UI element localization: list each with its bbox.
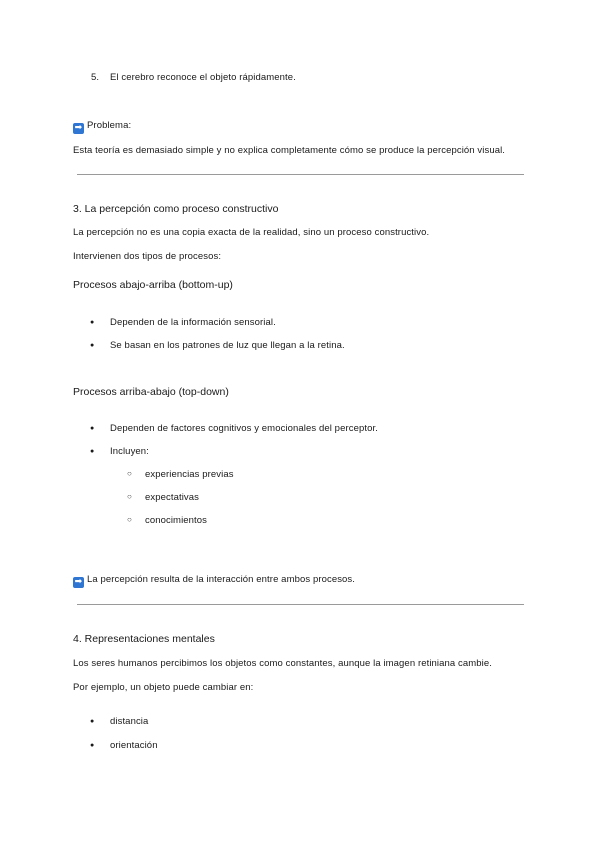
- bullet-icon: ●: [90, 342, 95, 349]
- subheading: Procesos arriba-abajo (top-down): [73, 386, 229, 398]
- circle-bullet-icon: ○: [127, 515, 132, 524]
- paragraph: Por ejemplo, un objeto puede cambiar en:: [73, 682, 254, 693]
- problem-label: Problema:: [87, 120, 132, 131]
- conclusion-text: La percepción resulta de la interacción entre ambos procesos.: [87, 574, 356, 585]
- circle-bullet-icon: ○: [127, 492, 132, 501]
- right-arrow-icon: ➡: [74, 123, 83, 133]
- paragraph: La percepción no es una copia exacta de la realidad, sino un proceso constructivo.: [73, 227, 430, 238]
- section-heading: 4. Representaciones mentales: [73, 633, 215, 645]
- divider: [77, 174, 524, 175]
- list-item: El cerebro reconoce el objeto rápidamente.: [110, 72, 296, 83]
- sub-list-item: experiencias previas: [145, 469, 234, 480]
- bullet-icon: ●: [90, 718, 95, 725]
- list-item: Dependen de la información sensorial.: [110, 317, 276, 328]
- bullet-icon: ●: [90, 425, 95, 432]
- sub-list-item: conocimientos: [145, 515, 208, 526]
- list-item: Se basan en los patrones de luz que llegan a la retina.: [110, 340, 345, 351]
- list-item: Dependen de factores cognitivos y emocionales del perceptor.: [110, 423, 378, 434]
- list-item: distancia: [110, 716, 149, 727]
- right-arrow-icon: ➡: [74, 577, 83, 587]
- section-heading: 3. La percepción como proceso constructivo: [73, 203, 279, 215]
- bullet-icon: ●: [90, 319, 95, 326]
- problem-text: Esta teoría es demasiado simple y no explica completamente cómo se produce la percepción visual.: [73, 145, 506, 156]
- list-item: Incluyen:: [110, 446, 149, 457]
- sub-list-item: expectativas: [145, 492, 200, 503]
- bullet-icon: ●: [90, 742, 95, 749]
- list-item: orientación: [110, 740, 158, 751]
- paragraph: Los seres humanos percibimos los objetos como constantes, aunque la imagen retiniana cambie.: [73, 658, 492, 669]
- bullet-icon: ●: [90, 448, 95, 455]
- list-number: 5.: [91, 72, 100, 83]
- problem-label-line: [73, 120, 131, 134]
- divider: [77, 604, 524, 605]
- circle-bullet-icon: ○: [127, 469, 132, 478]
- subheading: Procesos abajo-arriba (bottom-up): [73, 279, 233, 291]
- paragraph: Intervienen dos tipos de procesos:: [73, 251, 222, 262]
- conclusion-line: [73, 574, 355, 588]
